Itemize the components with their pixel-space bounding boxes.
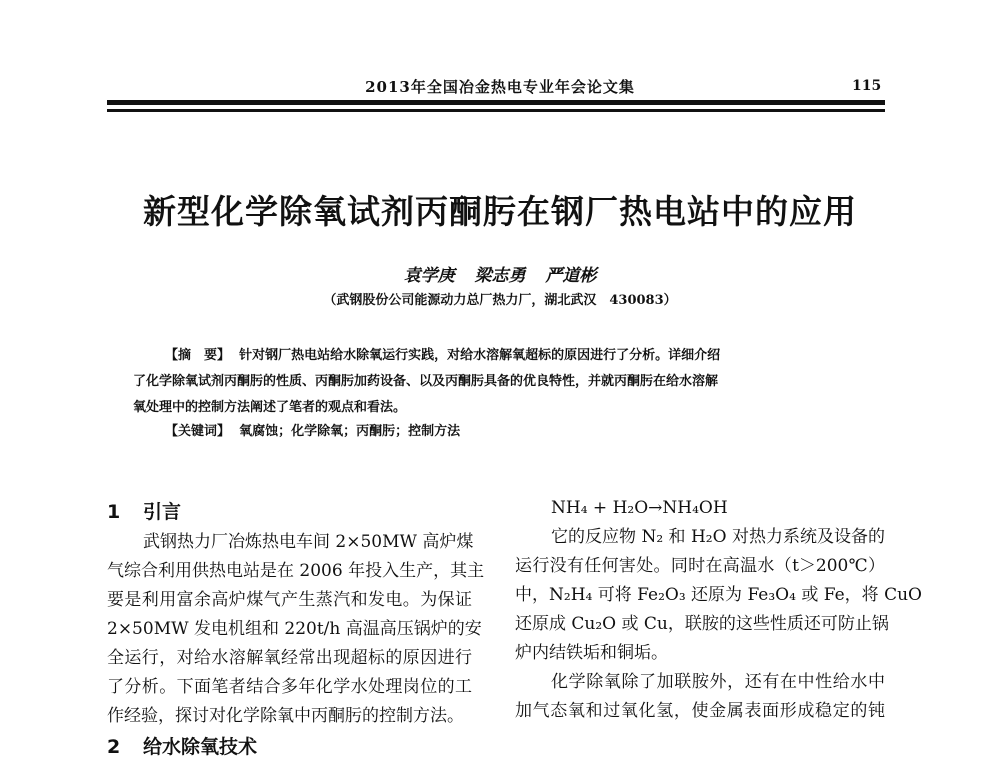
right-column: [515, 494, 922, 726]
paper-title: 新型化学除氧试剂丙酮肟在钢厂热电站中的应用: [143, 192, 857, 231]
keywords-line: [165, 420, 460, 439]
page-number: 115: [852, 78, 882, 94]
body-line: 武钢热力厂冶炼热电车间 2×50MW 高炉煤: [143, 532, 474, 552]
body-line: 全运行，对给水溶解氧经常出现超标的原因进行: [107, 648, 472, 668]
affiliation: （武钢股份公司能源动力总厂热力厂，湖北武汉 430083）: [323, 293, 677, 308]
body-line: 加气态氧和过氧化氢，使金属表面形成稳定的钝: [515, 701, 885, 721]
left-column: [107, 496, 485, 763]
body-line: 2×50MW 发电机组和 220t/h 高温高压锅炉的安: [107, 619, 482, 639]
abstract-text: 针对钢厂热电站给水除氧运行实践，对给水溶解氧超标的原因进行了分析。详细介绍: [239, 348, 721, 363]
body-line: 中，N₂H₄ 可将 Fe₂O₃ 还原为 Fe₃O₄ 或 Fe，将 CuO: [515, 585, 922, 605]
header-rule-thin: [107, 109, 885, 112]
header-rule-thick: [107, 100, 885, 105]
abstract-line: [165, 344, 720, 363]
abstract-label: 【摘 要】: [165, 348, 231, 363]
body-line: 了分析。下面笔者结合多年化学水处理岗位的工: [107, 677, 472, 697]
body-line: 还原成 Cu₂O 或 Cu，联胺的这些性质还可防止锅: [515, 614, 889, 634]
body-line: 运行没有任何害处。同时在高温水（t＞200℃）: [515, 556, 885, 576]
section-heading: 2 给水除氧技术: [107, 736, 258, 758]
section-heading: 1 引言: [107, 501, 182, 523]
abstract-line: 氧处理中的控制方法阐述了笔者的观点和看法。: [133, 400, 407, 415]
keywords: 氧腐蚀；化学除氧；丙酮肟；控制方法: [239, 424, 461, 439]
body-line: 作经验，探讨对化学除氧中丙酮肟的控制方法。: [107, 706, 464, 726]
body-line: 化学除氧除了加联胺外，还有在中性给水中: [551, 672, 885, 692]
authors: 袁学庚 梁志勇 严道彬: [403, 266, 597, 286]
running-head: 2013年全国冶金热电专业年会论文集: [365, 78, 635, 96]
abstract-line: 了化学除氧试剂丙酮肟的性质、丙酮肟加药设备、以及丙酮肟具备的优良特性，并就丙酮肟在给水溶解: [133, 374, 719, 389]
keywords-label: 【关键词】: [165, 424, 231, 439]
body-line: 它的反应物 N₂ 和 H₂O 对热力系统及设备的: [551, 527, 885, 547]
body-line: 气综合利用供热电站是在 2006 年投入生产，其主: [107, 561, 485, 581]
body-line: 炉内结铁垢和铜垢。: [515, 643, 668, 663]
body-line: 要是利用富余高炉煤气产生蒸汽和发电。为保证: [107, 590, 472, 610]
formula: NH₄ + H₂O→NH₄OH: [551, 498, 728, 518]
